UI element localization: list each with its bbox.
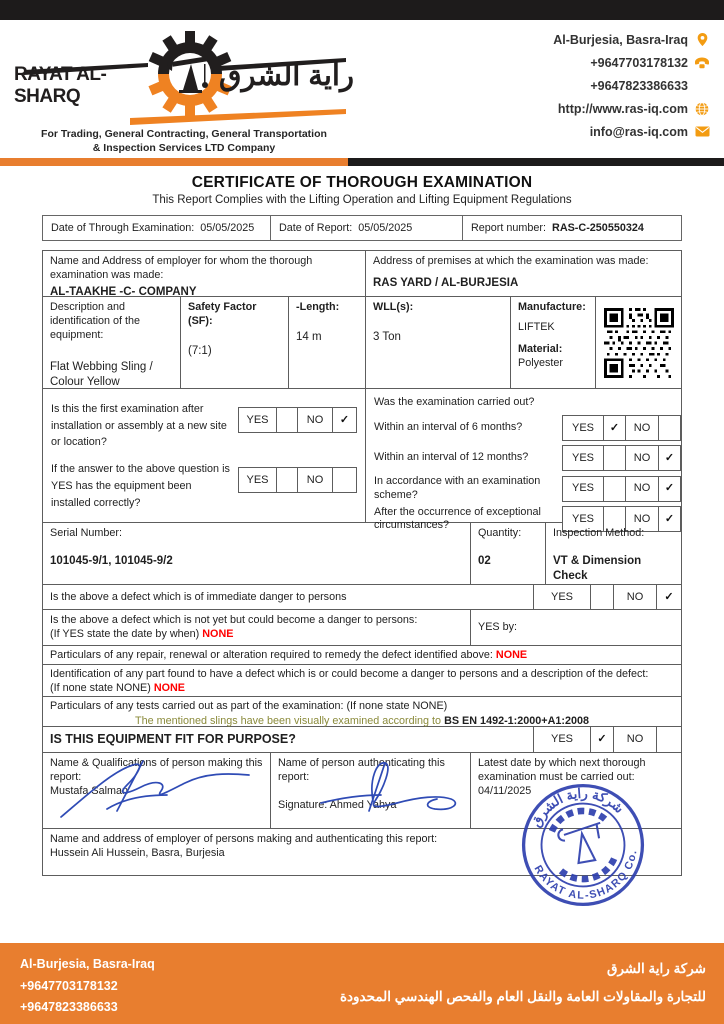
- questions-left-cell: [43, 389, 366, 522]
- next-exam-label: Latest date by which next thorough examination must be carried out:: [478, 757, 646, 784]
- carried-out-header: Was the examination carried out?: [374, 396, 535, 408]
- immediate-danger-yesno-box: [534, 585, 681, 609]
- row-serial: [43, 523, 681, 585]
- tagline-line1: For Trading, General Contracting, General Transportation: [41, 128, 327, 140]
- no-label: NO: [613, 727, 656, 752]
- yes-checkbox: ✓: [590, 727, 613, 752]
- first-exam-yesno-box: [238, 407, 357, 433]
- report-number-cell: [463, 216, 681, 240]
- company-logo: [12, 24, 356, 158]
- blank-icon: [694, 78, 710, 93]
- company-tagline: [12, 128, 356, 156]
- question-first-exam-text: Is this the first examination after installation or assembly at a new site or location?: [51, 403, 227, 449]
- no-label: NO: [625, 507, 658, 531]
- inspection-method-label: Inspection Method:: [553, 527, 645, 539]
- tests-note-line: [50, 714, 674, 728]
- yes-label: YES: [246, 474, 269, 487]
- footer-company-ar: شركة راية الشرق: [606, 961, 706, 976]
- contact-address: [553, 32, 710, 47]
- footer-arabic-block: [340, 955, 706, 1012]
- no-checkbox: ✓: [332, 408, 356, 432]
- row-identification: [43, 665, 681, 697]
- contact-address-text: Al-Burjesia, Basra-Iraq: [553, 32, 688, 47]
- safety-factor-cell: [181, 297, 289, 388]
- no-label: NO: [297, 468, 332, 492]
- yes-checkbox: [276, 468, 297, 492]
- stamp-english-text: RAYAT AL-SHARQ Co.: [531, 848, 640, 902]
- serial-label: Serial Number:: [50, 527, 123, 539]
- length-cell: [289, 297, 366, 388]
- premises-cell: [366, 251, 681, 296]
- premises-value: RAS YARD / AL-BURJESIA: [373, 277, 519, 290]
- identification-line2: [50, 681, 648, 695]
- report-number-label: Report number:: [471, 222, 547, 234]
- exam-date-label: Date of Through Examination:: [51, 222, 195, 234]
- date-row: [42, 215, 682, 241]
- divider-black-segment: [348, 158, 724, 166]
- yes-checkbox: [603, 477, 625, 501]
- no-checkbox: ✓: [656, 585, 681, 609]
- row-tests: [43, 697, 681, 727]
- question-exam-scheme-text: In accordance with an examination scheme?: [374, 475, 541, 501]
- yes-label: YES: [550, 733, 573, 746]
- future-danger-cell: [43, 610, 471, 645]
- manufacture-value: LIFTEK: [518, 321, 555, 334]
- certificate-title-block: [0, 174, 724, 206]
- no-checkbox: [332, 468, 356, 492]
- no-label: NO: [625, 446, 658, 470]
- manufacture-cell: [511, 297, 596, 388]
- manufacture-label: Manufacture:: [518, 301, 586, 313]
- yes-checkbox: [603, 446, 625, 470]
- tagline-line2: & Inspection Services LTD Company: [92, 141, 276, 154]
- page-title: CERTIFICATE OF THOROUGH EXAMINATION: [191, 174, 533, 191]
- question-interval-12: [366, 445, 681, 471]
- employer-cell: [43, 251, 366, 299]
- equipment-description-value: Flat Webbing Sling / Colour Yellow: [50, 361, 153, 389]
- question-interval-6-text: Within an interval of 6 months?: [374, 421, 523, 434]
- premises-label: Address of premises at which the examination was made:: [373, 255, 649, 267]
- fit-for-purpose-text: IS THIS EQUIPMENT FIT FOR PURPOSE?: [43, 727, 534, 752]
- authenticator-cell: [271, 753, 471, 828]
- authenticator-value: Signature: Ahmed Yahya: [278, 799, 397, 812]
- yes-label: YES: [550, 590, 573, 603]
- report-date-label: Date of Report:: [279, 222, 353, 234]
- stamp-arabic-text: شركة راية الشرق: [528, 785, 627, 830]
- question-installed-correctly-text: If the answer to the above question is YES has the equipment been installed correctly?: [51, 463, 230, 509]
- inspection-method-cell: [546, 523, 681, 584]
- footer-description-ar: للتجارة والمقاولات العامة والنقل العام والفحص الهندسي المحدودة: [339, 989, 706, 1005]
- repair-text: Particulars of any repair, renewal or alteration required to remedy the defect identified above:: [50, 648, 493, 661]
- row-future-danger: [43, 610, 681, 646]
- tests-block: [50, 699, 674, 728]
- serial-value: 101045-9/1, 101045-9/2: [50, 555, 173, 568]
- authenticator-label: Name of person authenticating this report:: [278, 757, 445, 784]
- no-label: NO: [613, 585, 656, 609]
- questions-right-cell: [366, 389, 681, 532]
- yes-checkbox: [276, 408, 297, 432]
- exam-date-cell: [43, 216, 271, 240]
- material-label: Material:: [518, 343, 563, 356]
- quantity-cell: [471, 523, 546, 584]
- employer-label: Name and Address of employer for whom the thorough examination was made:: [50, 255, 313, 282]
- tests-note: The mentioned slings have been visually examined according to: [134, 715, 442, 728]
- installed-correctly-yesno-box: [238, 467, 357, 493]
- footer-phone1: +9647703178132: [20, 978, 118, 993]
- footer-address: Al-Burjesia, Basra-Iraq: [20, 957, 155, 971]
- contact-phone2-text: +9647823386633: [590, 78, 688, 93]
- no-checkbox: ✓: [658, 477, 680, 501]
- no-checkbox: [656, 727, 681, 752]
- length-label: -Length:: [296, 301, 340, 313]
- yes-label: YES: [571, 482, 594, 495]
- brand-name-ar: راية الشرق: [218, 60, 354, 92]
- no-checkbox: ✓: [658, 507, 680, 531]
- phone-icon: [694, 55, 710, 70]
- contact-phone1-text: +9647703178132: [590, 55, 688, 70]
- no-label: NO: [297, 408, 332, 432]
- row-fit-for-purpose: [43, 727, 681, 753]
- contact-phone2: [590, 78, 710, 93]
- row-equipment: [43, 297, 681, 389]
- yes-checkbox: ✓: [603, 416, 625, 440]
- inspection-method-value: VT & Dimension Check: [553, 555, 642, 582]
- question-exam-scheme: [366, 475, 681, 502]
- wll-cell: [366, 297, 511, 388]
- interval-6-yesno-box: [562, 415, 681, 441]
- equipment-description-label: Description and identification of the equipment:: [50, 301, 141, 342]
- repair-none-value: NONE: [495, 648, 528, 661]
- brand-name-en: RAYAT AL-SHARQ: [14, 64, 107, 107]
- page-footer: [0, 943, 724, 1024]
- company-stamp: [517, 779, 649, 911]
- qr-cell: [596, 297, 681, 388]
- qr-code: [604, 308, 674, 378]
- location-pin-icon: [694, 32, 710, 47]
- wll-value: 3 Ton: [373, 331, 401, 344]
- globe-icon: [694, 101, 710, 116]
- identification-line1: Identification of any part found to have a defect which is or could become a danger to persons and a description of the defect:: [50, 668, 649, 680]
- report-date-value: 05/05/2025: [358, 222, 413, 234]
- contact-website: [558, 101, 710, 116]
- page-subtitle: This Report Complies with the Lifting Operation and Lifting Equipment Regulations: [152, 194, 572, 206]
- maker-cell: [43, 753, 271, 828]
- future-danger-line1: Is the above a defect which is not yet but could become a danger to persons:: [50, 614, 418, 626]
- envelope-icon: [694, 124, 710, 139]
- exam-scheme-yesno-box: [562, 476, 681, 502]
- serial-cell: [43, 523, 471, 584]
- yes-label: YES: [246, 413, 269, 426]
- top-black-bar: [0, 0, 724, 20]
- equipment-description-cell: [43, 297, 181, 388]
- identification-none-value: NONE: [153, 682, 186, 695]
- footer-contact-block: [20, 954, 155, 1019]
- row-immediate-danger: [43, 585, 681, 610]
- fit-yesno-box: [534, 727, 681, 752]
- yes-label: YES: [571, 451, 594, 464]
- safety-factor-label: Safety Factor (SF):: [188, 301, 257, 328]
- report-number-value: RAS-C-250550324: [552, 222, 644, 234]
- row-repair: [43, 646, 681, 665]
- question-first-exam: [51, 401, 357, 451]
- question-interval-6: [366, 415, 681, 441]
- divider-orange-segment: [0, 158, 348, 166]
- report-date-cell: [271, 216, 463, 240]
- next-exam-value: 04/11/2025: [478, 785, 532, 798]
- material-value: Polyester: [518, 357, 564, 370]
- footer-phone2: +9647823386633: [20, 1000, 118, 1014]
- contact-website-text: http://www.ras-iq.com: [557, 101, 688, 116]
- contact-email: [590, 124, 710, 139]
- maker-label: Name & Qualifications of person making this report:: [50, 757, 263, 784]
- row-employer-premises: [43, 251, 681, 297]
- future-danger-none-value: NONE: [202, 628, 234, 641]
- length-value: 14 m: [296, 331, 322, 344]
- repair-line: [50, 648, 527, 662]
- report-employer-block: [50, 832, 437, 872]
- yes-label: YES: [571, 421, 594, 434]
- yes-checkbox: [590, 585, 613, 609]
- contact-email-text: info@ras-iq.com: [589, 124, 688, 139]
- contact-list: [553, 32, 710, 139]
- yes-label: YES: [571, 513, 594, 526]
- no-label: NO: [625, 477, 658, 501]
- identification-block: [50, 667, 648, 694]
- wll-label: WLL(s):: [373, 301, 414, 313]
- contact-phone1: [590, 55, 710, 70]
- certificate-table: [42, 250, 682, 902]
- header-divider: [0, 158, 724, 166]
- employer-value: AL-TAAKHE -C- COMPANY: [50, 286, 197, 299]
- interval-12-yesno-box: [562, 445, 681, 471]
- quantity-label: Quantity:: [478, 527, 522, 539]
- report-employer-value: Hussein Ali Hussein, Basra, Burjesia: [50, 847, 225, 860]
- row-questions: [43, 389, 681, 532]
- no-checkbox: ✓: [658, 446, 680, 470]
- immediate-danger-text: Is the above a defect which is of immediate danger to persons: [43, 585, 534, 609]
- tests-line1: Particulars of any tests carried out as part of the examination: (If none state NONE): [50, 700, 448, 712]
- no-checkbox: [658, 416, 680, 440]
- report-employer-label: Name and address of employer of persons making and authenticating this report:: [50, 833, 438, 845]
- future-danger-line2: [50, 627, 463, 641]
- question-interval-12-text: Within an interval of 12 months?: [374, 451, 529, 464]
- quantity-value: 02: [478, 555, 491, 568]
- question-installed-correctly: [51, 461, 357, 511]
- svg-text:RAYAT AL-SHARQ Co.: [531, 846, 647, 910]
- tests-standard: BS EN 1492-1:2000+A1:2008: [444, 715, 590, 728]
- yes-by-cell: YES by:: [478, 621, 518, 634]
- no-label: NO: [625, 416, 658, 440]
- maker-value: Mustafa Salman: [50, 785, 129, 798]
- future-danger-when-label: (If YES state the date by when): [50, 628, 200, 641]
- exam-date-value: 05/05/2025: [200, 222, 255, 234]
- identification-none-label: (If none state NONE): [50, 682, 151, 695]
- safety-factor-value: (7:1): [188, 345, 212, 358]
- question-exceptional-text: After the occurrence of exceptional circumstances?: [374, 506, 541, 532]
- letterhead: [0, 20, 724, 158]
